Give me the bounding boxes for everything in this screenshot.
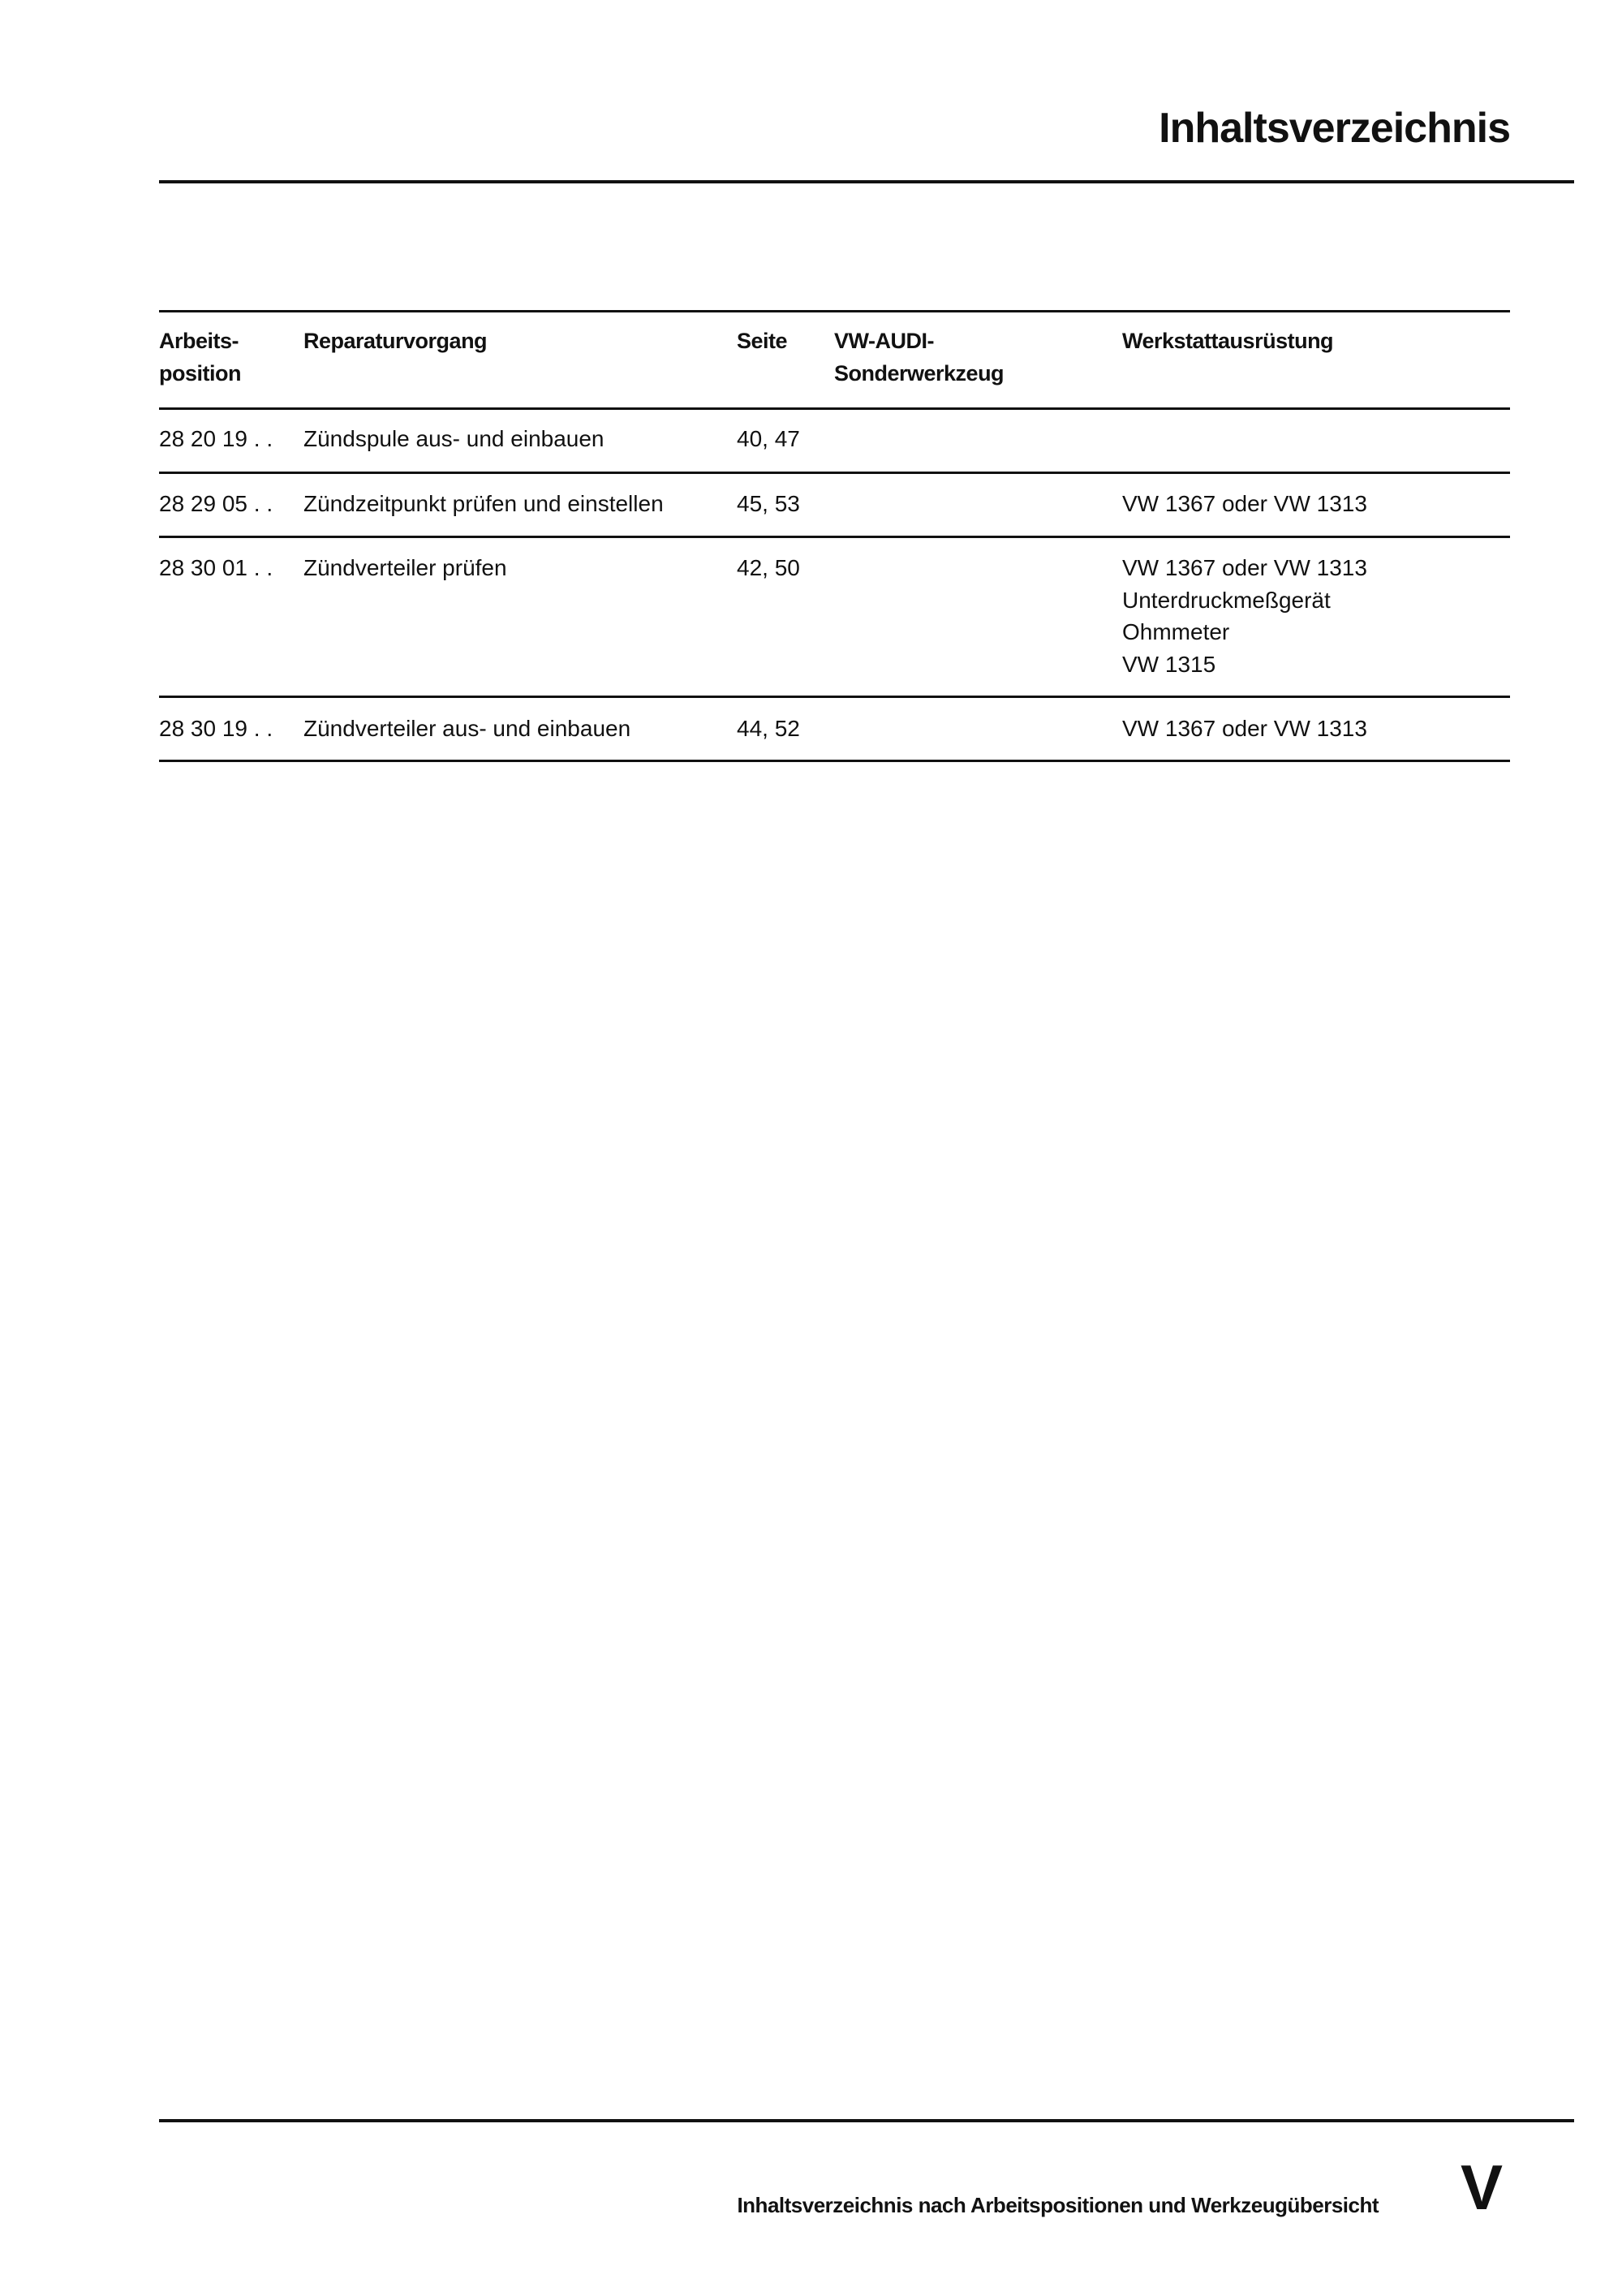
row-position: 28 30 01 . . xyxy=(159,555,273,580)
row-operation: Zündverteiler prüfen xyxy=(303,555,507,580)
table-rule xyxy=(159,472,1510,474)
table-rule xyxy=(159,696,1510,698)
row-position: 28 29 05 . . xyxy=(159,491,273,516)
header-equipment: Werkstattausrüstung xyxy=(1122,329,1334,353)
header-position-2: position xyxy=(159,361,241,386)
table-rule xyxy=(159,536,1510,538)
row-equipment: Ohmmeter xyxy=(1122,619,1230,644)
footer-text: Inhaltsverzeichnis nach Arbeitspositionen und Werkzeugübersicht xyxy=(737,2193,1379,2217)
row-page: 40, 47 xyxy=(737,426,800,451)
row-page: 45, 53 xyxy=(737,491,800,516)
row-equipment: VW 1367 oder VW 1313 xyxy=(1122,716,1367,741)
header-rule xyxy=(159,180,1574,183)
table-rule xyxy=(159,760,1510,762)
row-position: 28 20 19 . . xyxy=(159,426,273,451)
table-rule xyxy=(159,407,1510,410)
row-operation: Zündzeitpunkt prüfen und einstellen xyxy=(303,491,664,516)
table-rule xyxy=(159,310,1510,312)
row-operation: Zündspule aus- und einbauen xyxy=(303,426,604,451)
header-position-1: Arbeits- xyxy=(159,329,239,353)
header-special-tools-2: Sonderwerkzeug xyxy=(834,361,1005,386)
header-special-tools-1: VW-AUDI- xyxy=(834,329,934,353)
header-operation: Reparaturvorgang xyxy=(303,329,488,353)
row-position: 28 30 19 . . xyxy=(159,716,273,741)
footer-rule xyxy=(159,2119,1574,2122)
page-title: Inhaltsverzeichnis xyxy=(1159,105,1510,152)
row-equipment: VW 1315 xyxy=(1122,652,1216,677)
row-page: 44, 52 xyxy=(737,716,800,741)
row-equipment: VW 1367 oder VW 1313 xyxy=(1122,491,1367,516)
row-page: 42, 50 xyxy=(737,555,800,580)
header-page: Seite xyxy=(737,329,788,353)
section-mark: V xyxy=(1461,2152,1504,2223)
row-equipment: VW 1367 oder VW 1313 xyxy=(1122,555,1367,580)
row-operation: Zündverteiler aus- und einbauen xyxy=(303,716,631,741)
row-equipment: Unterdruckmeßgerät xyxy=(1122,588,1331,613)
